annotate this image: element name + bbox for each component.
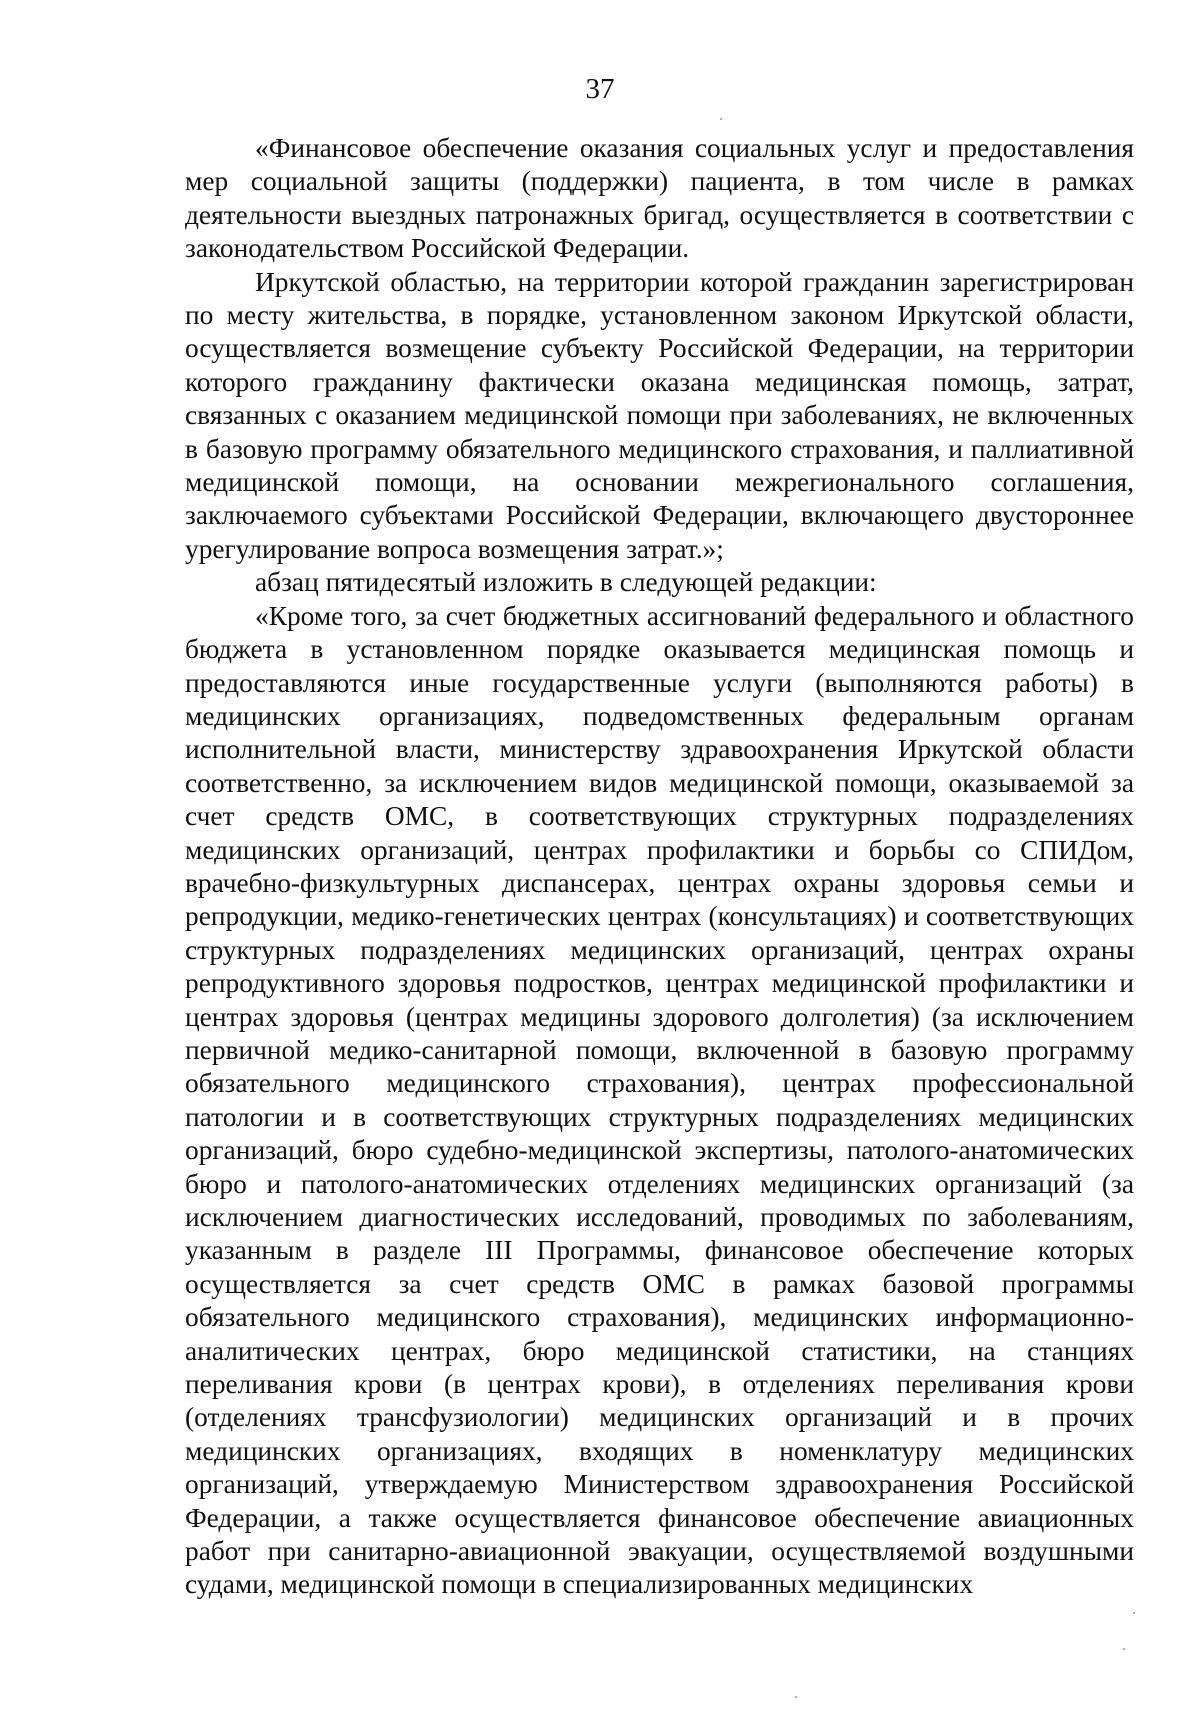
paragraph-social-services-financing: «Финансовое обеспечение оказания социальных услуг и предоставления мер социальной защиты (поддержки) пациента, в том числе в рамках деятельности выездных патронажных бригад, осуществляется в соответствии с законодательством Российской Федерации. bbox=[185, 133, 1134, 264]
scan-speck bbox=[1133, 1612, 1135, 1614]
scan-speck bbox=[1123, 1648, 1125, 1650]
paragraph-amendment-instruction: абзац пятидесятый изложить в следующей редакции: bbox=[255, 567, 877, 598]
document-body bbox=[185, 132, 1134, 1602]
paragraph-budget-allocations: «Кроме того, за счет бюджетных ассигнований федерального и областного бюджета в установленном порядке оказывается медицинская помощь и предоставляются иные государственные услуги (выполняются работы) в медицинских организациях, подведомственных федеральным органам исполнительной власти, министерству здравоохранения Иркутской области соответственно, за исключением видов медицинской помощи, оказываемой за счет средств ОМС, в соответствующих структурных подразделениях медицинских организаций, центрах профилактики и борьбы со СПИДом, врачебно-физкультурных диспансерах, центрах охраны здоровья семьи и репродукции, медико-генетических центрах (консультациях) и соответствующих структурных подразделениях медицинских организаций, центрах охраны репродуктивного здоровья подростков, центрах медицинской профилактики и центрах здоровья (центрах медицины здорового долголетия) (за исключением первичной медико-санитарной помощи, включенной в базовую программу обязательного медицинского страхования), центрах профессиональной патологии и в соответствующих структурных подразделениях медицинских организаций, бюро судебно-медицинской экспертизы, патолого-анатомических бюро и патолого-анатомических отделениях медицинских организаций (за исключением диагностических исследований, проводимых по заболеваниям, указанным в разделе III Программы, финансовое обеспечение которых осуществляется за счет средств ОМС в рамках базовой программы обязательного медицинского страхования), медицинских информационно-аналитических центрах, бюро медицинской статистики, на станциях переливания крови (в центрах крови), в отделениях переливания крови (отделениях трансфузиологии) медицинских организаций и в прочих медицинских организациях, входящих в номенклатуру медицинских организаций, утверждаемую Министерством здравоохранения Российской Федерации, а также осуществляется финансовое обеспечение авиационных работ при санитарно-авиационной эвакуации, осуществляемой воздушными судами, медицинской помощи в специализированных медицинских bbox=[185, 600, 1134, 1600]
page-number: 37 bbox=[585, 73, 615, 105]
scan-speck bbox=[795, 1696, 797, 1698]
scan-speck bbox=[720, 118, 722, 120]
paragraph-irkutsk-reimbursement: Иркутской областью, на территории которой гражданин зарегистрирован по месту жительства, в порядке, установленном законом Иркутской области, осуществляется возмещение субъекту Российской Федерации, на территории которого гражданину фактически оказана медицинская помощь, затрат, связанных с оказанием медицинской помощи при заболеваниях, не включенных в базовую программу обязательного медицинского страхования, и паллиативной медицинской помощи, на основании межрегионального соглашения, заключаемого субъектами Российской Федерации, включающего двустороннее урегулирование вопроса возмещения затрат.»; bbox=[185, 266, 1134, 564]
